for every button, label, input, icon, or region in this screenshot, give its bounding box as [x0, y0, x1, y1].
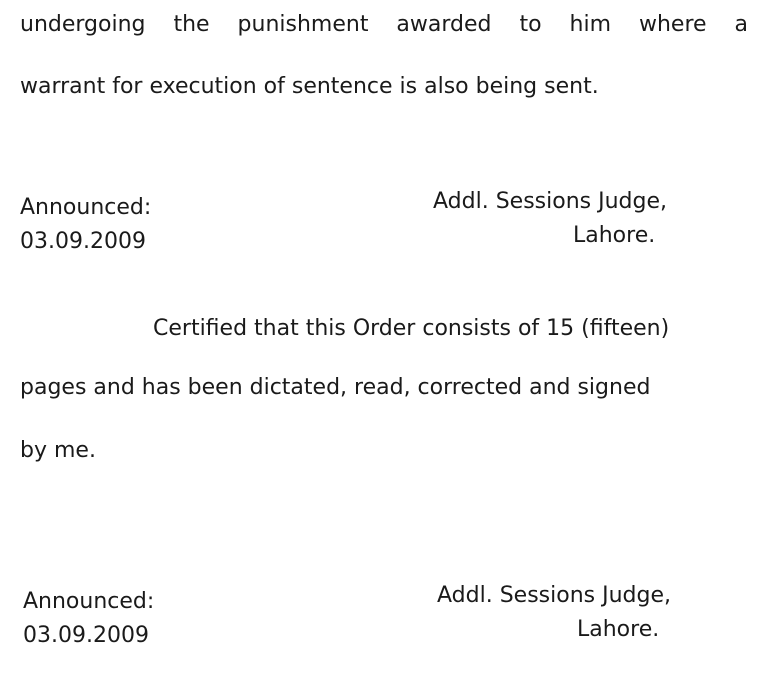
announced-date: 03.09.2009 — [20, 229, 146, 254]
judge-city: Lahore. — [577, 617, 660, 642]
announced-label: Announced: — [23, 589, 155, 614]
certification-line-3: by me. — [20, 438, 96, 463]
certification-line-1: Certified that this Order consists of 15 (fifteen) — [153, 316, 670, 341]
announced-date: 03.09.2009 — [23, 623, 149, 648]
certification-line-2: pages and has been dictated, read, corrected and signed — [20, 375, 651, 400]
judge-title: Addl. Sessions Judge, — [437, 583, 671, 608]
paragraph-line-2: warrant for execution of sentence is also being sent. — [20, 74, 599, 99]
judge-title: Addl. Sessions Judge, — [433, 189, 667, 214]
announced-label: Announced: — [20, 195, 152, 220]
paragraph-line-1: undergoing the punishment awarded to him where a — [20, 12, 748, 37]
judge-city: Lahore. — [573, 223, 656, 248]
